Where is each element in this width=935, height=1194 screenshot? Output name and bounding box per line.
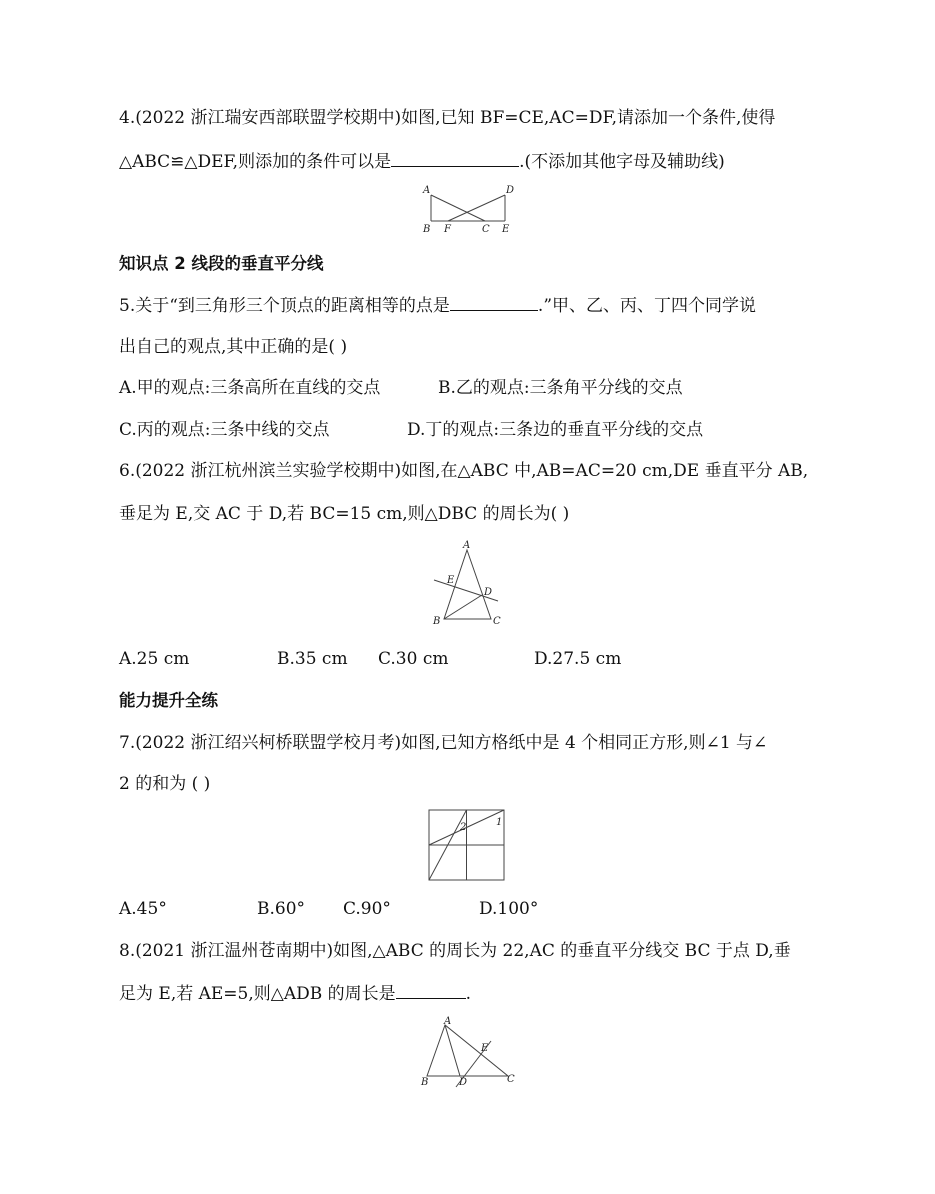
q8-triangle-abc <box>427 1025 508 1076</box>
q7-figure <box>428 808 508 882</box>
q5-option-a[interactable]: A.甲的观点:三条高所在直线的交点 <box>119 378 381 398</box>
q7-option-c[interactable]: C.90° <box>343 899 391 919</box>
q5-answer-blank[interactable] <box>450 294 538 311</box>
q4-label-e: E <box>502 224 510 235</box>
q8-figure <box>415 1015 525 1090</box>
q5-line2: 出自己的观点,其中正确的是( ) <box>119 337 348 357</box>
q4-label-c: C <box>482 224 490 235</box>
q6-option-d[interactable]: D.27.5 cm <box>534 649 622 669</box>
q4-label-b: B <box>423 224 431 235</box>
q7-label-1: 1 <box>496 817 503 828</box>
q6-label-a: A <box>463 540 471 551</box>
q4-label-a: A <box>423 185 431 196</box>
q6-label-c: C <box>493 616 501 627</box>
q8-line2 <box>119 982 471 1005</box>
q4-line2-tail: .(不添加其他字母及辅助线) <box>519 152 725 172</box>
q6-label-e: E <box>447 575 455 586</box>
q4-line2 <box>119 150 725 173</box>
q7-option-d[interactable]: D.100° <box>479 899 539 919</box>
q6-line1: 6.(2022 浙江杭州滨兰实验学校期中)如图,在△ABC 中,AB=AC=20 cm,DE 垂直平分 AB, <box>119 461 809 481</box>
q4-answer-blank[interactable] <box>391 150 519 167</box>
q6-option-b[interactable]: B.35 cm <box>277 649 348 669</box>
q8-label-b: B <box>421 1077 429 1088</box>
q7-line2: 2 的和为 ( ) <box>119 774 211 794</box>
q8-seg-ad <box>445 1025 460 1076</box>
q4-label-d: D <box>506 185 515 196</box>
q6-label-b: B <box>433 616 441 627</box>
q6-option-a[interactable]: A.25 cm <box>119 649 190 669</box>
q6-seg-bd <box>444 595 482 619</box>
q5-option-c[interactable]: C.丙的观点:三条中线的交点 <box>119 420 330 440</box>
q5-line1 <box>119 294 756 317</box>
q7-option-b[interactable]: B.60° <box>257 899 306 919</box>
q4-label-f: F <box>444 224 451 235</box>
q8-answer-blank[interactable] <box>396 982 466 999</box>
q6-label-d: D <box>484 587 493 598</box>
q5-option-d[interactable]: D.丁的观点:三条边的垂直平分线的交点 <box>407 420 704 440</box>
q8-line2-tail: . <box>465 984 472 1004</box>
q7-line1: 7.(2022 浙江绍兴柯桥联盟学校月考)如图,已知方格纸中是 4 个相同正方形,则∠1 与∠ <box>119 733 768 753</box>
q4-line1: 4.(2022 浙江瑞安西部联盟学校期中)如图,已知 BF=CE,AC=DF,请添加一个条件,使得 <box>119 108 776 128</box>
q8-label-e: E <box>481 1043 489 1054</box>
q8-line1: 8.(2021 浙江温州苍南期中)如图,△ABC 的周长为 22,AC 的垂直平分线交 BC 于点 D,垂 <box>119 941 791 961</box>
q4-figure <box>415 182 525 237</box>
q6-option-c[interactable]: C.30 cm <box>378 649 449 669</box>
q8-label-a: A <box>444 1016 452 1027</box>
q8-label-d: D <box>459 1077 468 1088</box>
q7-label-2: 2 <box>460 822 467 833</box>
section-heading-ability: 能力提升全练 <box>119 691 218 710</box>
q7-option-a[interactable]: A.45° <box>119 899 167 919</box>
q5-option-b[interactable]: B.乙的观点:三条角平分线的交点 <box>438 378 683 398</box>
section-heading-knowledge: 知识点 2 线段的垂直平分线 <box>119 254 324 273</box>
q6-figure <box>428 538 508 630</box>
q6-line2: 垂足为 E,交 AC 于 D,若 BC=15 cm,则△DBC 的周长为( ) <box>119 504 570 524</box>
q5-line1-text: 5.关于“到三角形三个顶点的距离相等的点是 <box>119 296 450 316</box>
q5-line1-tail: .”甲、乙、丙、丁四个同学说 <box>537 296 757 316</box>
q4-line2-text: △ABC≌△DEF,则添加的条件可以是 <box>119 152 392 172</box>
q8-label-c: C <box>507 1074 515 1085</box>
q8-line2-text: 足为 E,若 AE=5,则△ADB 的周长是 <box>119 984 396 1004</box>
